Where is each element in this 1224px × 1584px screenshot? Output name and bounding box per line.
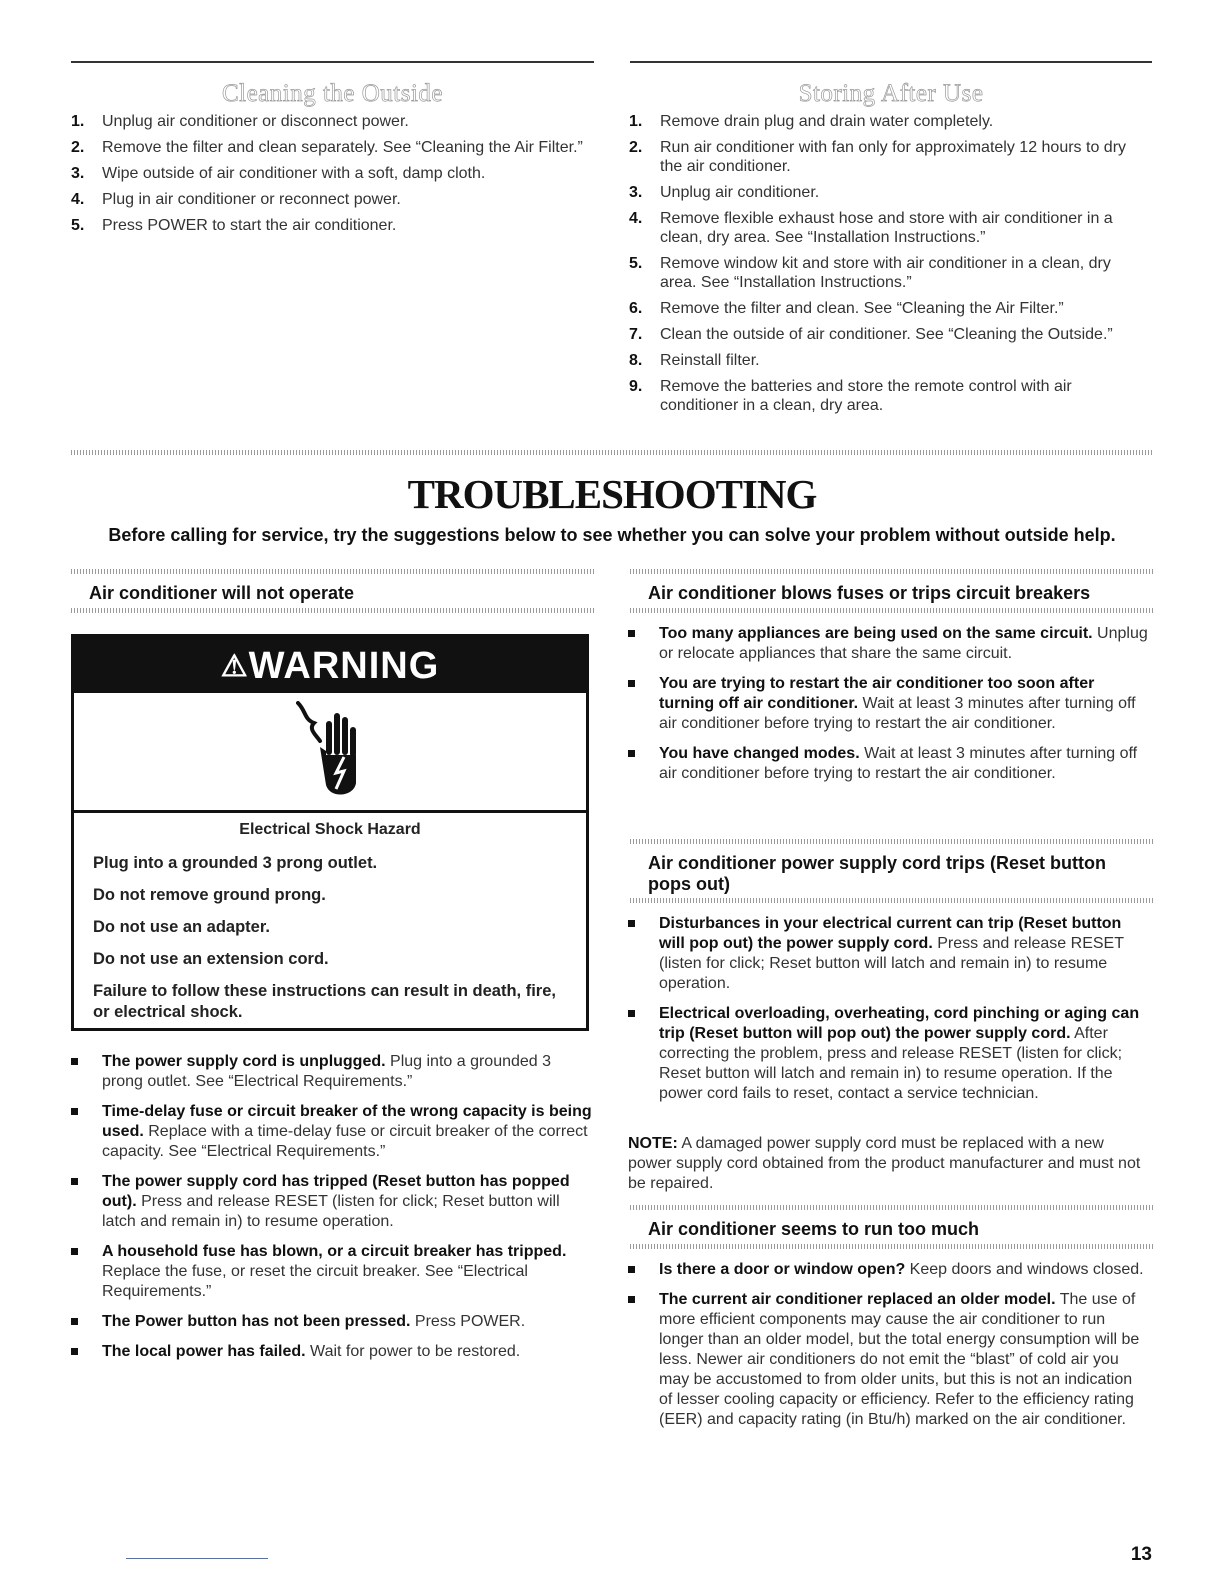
cord-trips-list xyxy=(626,914,1148,1114)
troubleshooting-title: TROUBLESHOOTING xyxy=(407,471,817,517)
storing-step: 6. Remove the filter and clean. See “Cleaning the Air Filter.” xyxy=(629,300,1064,317)
list-item: The power supply cord is unplugged. Plug into a grounded 3 prong outlet. See “Electrical Requirements.” xyxy=(69,1052,594,1092)
warning-triangle-icon: ⚠ xyxy=(220,650,249,683)
hazard-title: Electrical Shock Hazard xyxy=(239,821,421,838)
cleaning-title: Cleaning the Outside xyxy=(221,80,444,107)
warning-label: ⚠WARNING xyxy=(220,645,440,687)
list-item: The power supply cord has tripped (Reset button has popped out). Press and release RESET (listen for click; Reset button will latch and remain in) to resume operation. xyxy=(69,1172,594,1232)
storing-step: 3. Unplug air conditioner. xyxy=(629,184,820,201)
heading-rule-bottom xyxy=(71,608,594,613)
warning-line: Do not remove ground prong. xyxy=(93,886,326,904)
warning-line: Plug into a grounded 3 prong outlet. xyxy=(93,854,378,872)
storing-step: 2. Run air conditioner with fan only for approximately 12 hours to dry the air conditioner. xyxy=(629,139,1127,175)
page-number: 13 xyxy=(1130,1544,1152,1565)
list-item: Time-delay fuse or circuit breaker of the wrong capacity is being used. Replace with a time-delay fuse or circuit breaker of the correct capacity. See “Electrical Requirements.” xyxy=(69,1102,594,1162)
electrical-shock-hand-icon xyxy=(296,701,376,811)
storing-title: Storing After Use xyxy=(798,80,984,107)
warning-body xyxy=(93,819,572,1034)
storing-step: 4. Remove flexible exhaust hose and store with air conditioner in a clean, dry area. See “Installation Instructions.” xyxy=(629,210,1113,246)
warning-line: Do not use an extension cord. xyxy=(93,950,329,968)
heading-rule-bottom xyxy=(630,608,1153,613)
heading-rule-top xyxy=(630,569,1153,574)
not-operate-heading: Air conditioner will not operate xyxy=(89,583,355,603)
list-item: Is there a door or window open? Keep doors and windows closed. xyxy=(626,1260,1148,1280)
cleaning-step: 4. Plug in air conditioner or reconnect power. xyxy=(71,191,401,208)
storing-steps-list xyxy=(629,112,1144,422)
storing-step: 8. Reinstall filter. xyxy=(629,352,760,369)
warning-box xyxy=(71,634,589,1031)
list-item: Electrical overloading, overheating, cord pinching or aging can trip (Reset button will pop out) the power supply cord. After correcting the problem, press and release RESET (listen for click; Reset button will latch and remain in) to resume operation. If the power cord fails to reset, contact a service technician. xyxy=(626,1004,1148,1104)
cleaning-steps-list xyxy=(71,112,594,242)
list-item: You have changed modes. Wait at least 3 minutes after turning off air conditioner before trying to restart the air conditioner. xyxy=(626,744,1148,784)
section-divider xyxy=(71,450,1153,455)
cleaning-step: 1. Unplug air conditioner or disconnect power. xyxy=(71,113,409,130)
list-item: Too many appliances are being used on the same circuit. Unplug or relocate appliances that share the same circuit. xyxy=(626,624,1148,664)
not-operate-list xyxy=(69,1052,594,1372)
blows-fuses-list xyxy=(626,624,1148,794)
heading-rule-top xyxy=(630,1205,1153,1210)
storing-step: 5. Remove window kit and store with air conditioner in a clean, dry area. See “Installation Instructions.” xyxy=(629,255,1111,291)
list-item: The Power button has not been pressed. Press POWER. xyxy=(69,1312,594,1332)
list-item: The current air conditioner replaced an older model. The use of more efficient components may cause the air conditioner to run longer than an older model, but the total energy consumption will be less. Newer air conditioners do not emit the “blast” of cold air you may be accustomed to from older units, but this is not an indication of lesser cooling capacity or efficiency. Refer to the efficiency rating (EER) and capacity rating (in Btu/h) marked on the air conditioner. xyxy=(626,1290,1148,1430)
list-item: You are trying to restart the air conditioner too soon after turning off air conditioner. Wait at least 3 minutes after turning off air conditioner before trying to restart the air conditioner. xyxy=(626,674,1148,734)
cleaning-step: 2. Remove the filter and clean separately. See “Cleaning the Air Filter.” xyxy=(71,139,583,156)
storing-step: 9. Remove the batteries and store the remote control with air conditioner in a clean, dry area. xyxy=(629,378,1072,414)
warning-divider xyxy=(74,810,586,813)
list-item: A household fuse has blown, or a circuit breaker has tripped. Replace the fuse, or reset the circuit breaker. See “Electrical Requirements.” xyxy=(69,1242,594,1302)
heading-rule-top xyxy=(630,839,1153,844)
warning-line: Do not use an adapter. xyxy=(93,918,270,936)
note-label: NOTE: xyxy=(628,1135,678,1152)
cleaning-step: 5. Press POWER to start the air conditioner. xyxy=(71,217,397,234)
top-rule-right xyxy=(630,61,1152,63)
list-item: Disturbances in your electrical current can trip (Reset button will pop out) the power supply cord. Press and release RESET (listen for click; Reset button will latch and remain in) to resume operation. xyxy=(626,914,1148,994)
warning-line: Failure to follow these instructions can result in death, fire, or electrical shock. xyxy=(93,982,556,1021)
bottom-link-line xyxy=(126,1558,268,1559)
top-rule-left xyxy=(71,61,594,63)
blows-fuses-heading: Air conditioner blows fuses or trips circuit breakers xyxy=(648,583,1091,603)
storing-step: 1. Remove drain plug and drain water completely. xyxy=(629,113,994,130)
cord-note: NOTE: A damaged power supply cord must be replaced with a new power supply cord obtained from the product manufacturer and must not be repaired. xyxy=(628,1135,1141,1192)
heading-rule-top xyxy=(71,569,594,574)
cord-trips-heading: Air conditioner power supply cord trips (Reset button pops out) xyxy=(648,853,1107,894)
storing-step: 7. Clean the outside of air conditioner. See “Cleaning the Outside.” xyxy=(629,326,1113,343)
runs-too-much-heading: Air conditioner seems to run too much xyxy=(648,1219,980,1239)
cleaning-step: 3. Wipe outside of air conditioner with a soft, damp cloth. xyxy=(71,165,486,182)
list-item: The local power has failed. Wait for power to be restored. xyxy=(69,1342,594,1362)
troubleshooting-intro: Before calling for service, try the suggestions below to see whether you can solve your problem without outside help. xyxy=(108,525,1116,545)
heading-rule-bottom xyxy=(630,898,1153,903)
runs-too-much-list xyxy=(626,1260,1148,1440)
heading-rule-bottom xyxy=(630,1244,1153,1249)
